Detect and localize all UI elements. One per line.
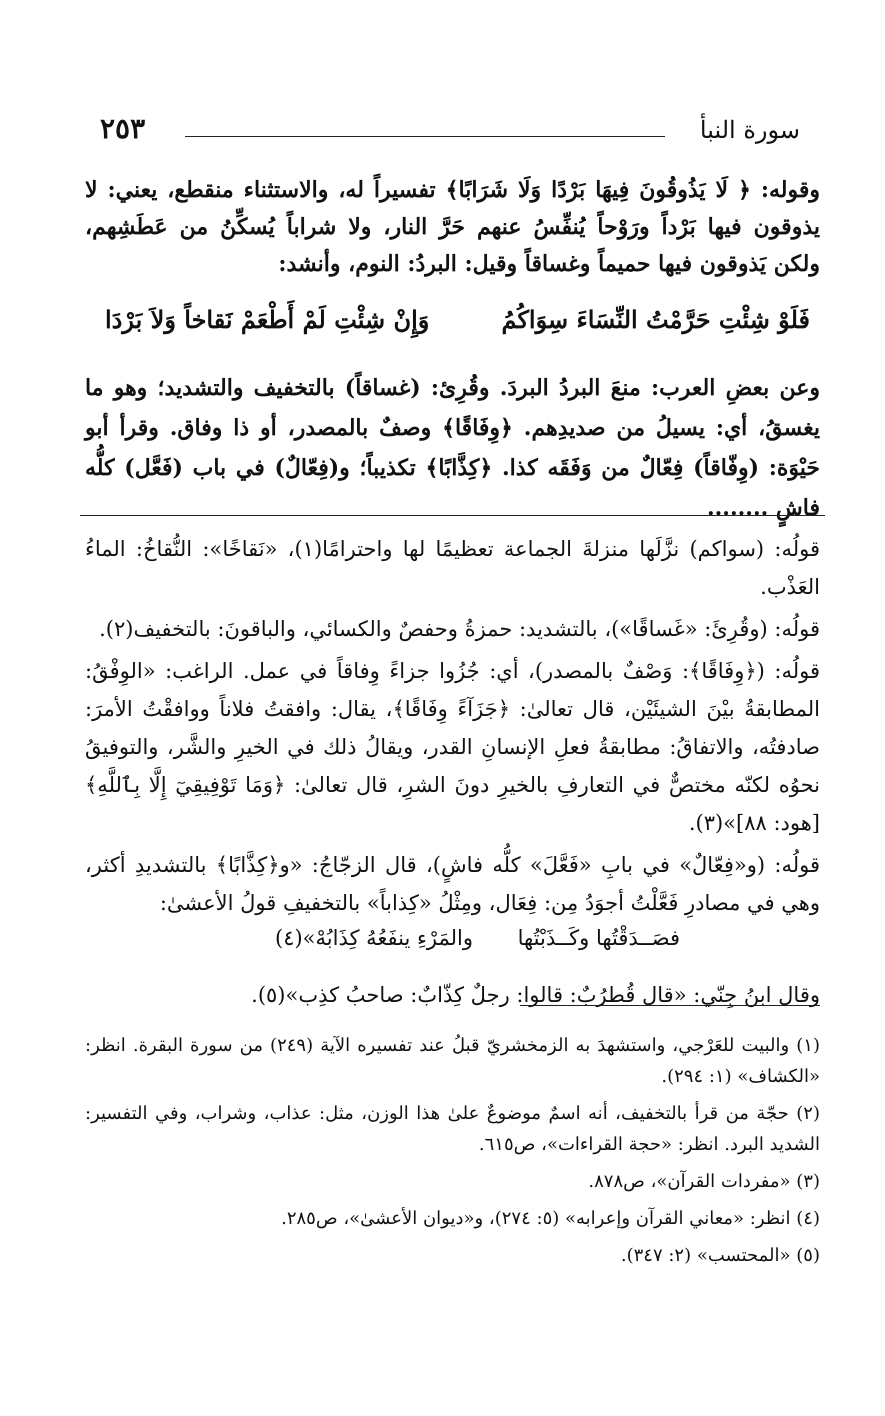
footnotes <box>85 1030 820 1277</box>
gloss-verse-first: فصَــدَقْتُها وكَــذَبْتُها <box>517 926 680 950</box>
footnote: (٥) «المحتسب» (٢: ٣٤٧). <box>620 1245 820 1266</box>
footnote: (٣) «مفردات القرآن»، ص٨٧٨. <box>588 1171 820 1192</box>
footnote: (٢) حجّة من قرأ بالتخفيف، أنه اسمٌ موضوعٌ علىٰ هذا الوزن، مثل: عذاب، وشراب، وفي التفسير: الشديد البرد. انظر: «حجة القراءات»، ص٦١٥. <box>85 1103 820 1155</box>
verse-second-hemistich: وَإِنْ شِئْتِ لَمْ أَطْعَمْ نَقاخاً وَلاَ بَرْدَا <box>105 305 430 334</box>
footnote-rule <box>520 1005 820 1006</box>
gloss-paragraph: قولُه: (وقُرِئَ: «غَساقًا»)، بالتشديد: حمزةُ وحفصٌ والكسائي، والباقونَ: بالتخفيف(٢). <box>99 617 820 641</box>
main-commentary-continued <box>85 368 820 528</box>
main-commentary <box>85 172 820 283</box>
main-paragraph: وقوله: ﴿ لَا يَذُوقُونَ فِيهَا بَرْدًا وَلَا شَرَابًا﴾ تفسيراً له، والاستثناء منقطع، يعني: لا يذوقون فيها بَرْداً ورَوْحاً يُنفِّسُ عنهم حَرَّ النار، ولا شراباً يُسكِّنُ من عَطَشِهم، ولكن يَذوقون فيها حميماً وغساقاً وقيل: البردُ: النوم، وأنشد: <box>85 177 820 277</box>
surah-name: سورة النبأ <box>699 116 800 144</box>
main-paragraph: وعن بعضِ العرب: منعَ البردُ البردَ. وقُرِئ: (غساقاً) بالتخفيف والتشديد؛ وهو ما يغسقُ، أي: يسيلُ من صديدِهم. ﴿وِفَاقًا﴾ وصفٌ بالمصدر، أو ذا وفاق. وقرأ أبو حَيْوَة: (وِفّاقاً) فِعّالٌ من وَفَقَه كذا. ﴿كِذَّابًا﴾ تكذيباً؛ و(فِعّالٌ) في باب (فَعَّل) كلُّه فاشٍ ........ <box>85 375 820 521</box>
running-header <box>100 112 800 152</box>
verse-first-hemistich: فَلَوْ شِئْتِ حَرَّمْتُ النِّسَاءَ سِوَاكُمُ <box>501 305 810 334</box>
gloss-verse-second: والمَرْءِ ينفَعُهُ كِذَابُهْ»(٤) <box>275 926 474 950</box>
gloss-paragraph: قولُه: (﴿وِفَاقًا﴾: وَصْفٌ بالمصدر)، أي: جُزُوا جزاءً وِفاقاً في عمل. الراغب: «الوِفْقُ: المطابقةُ بيْنَ الشيئَيْن، قال تعالىٰ: ﴿جَزَآءً وِفَاقًا﴾، يقال: وافقتُ فلاناً ووافقْتُ الأمرَ: صادفتُه، والاتفاقُ: مطابقةُ فعلِ الإنسانِ القدر، ويقالُ ذلك في الخيرِ والشَّر، والتوفيقُ نحوُه لكنّه مختصٌّ في التعارفِ بالخيرِ دونَ الشرِ، قال تعالىٰ: ﴿وَمَا تَوْفِيقِيٓ إِلَّا بِٱللَّهِ﴾ [هود: ٨٨]»(٣). <box>85 659 820 835</box>
page-number: ٢٥٣ <box>100 112 146 145</box>
gloss-paragraph: وقال ابنُ جِنّي: «قال قُطرُبٌ: قالوا: رجلٌ كِذّابٌ: صاحبُ كذِب»(٥). <box>251 983 820 1007</box>
poetry-verse <box>105 305 810 355</box>
section-divider <box>80 515 825 516</box>
gloss-section <box>85 530 820 1018</box>
header-rule <box>185 136 665 137</box>
footnote: (١) والبيت للعَرْجي، واستشهدَ به الزمخشريّ قبلُ عند تفسيره الآية (٢٤٩) من سورة البقرة. انظر: «الكشاف» (١: ٢٩٤). <box>85 1035 820 1087</box>
gloss-poetry-verse <box>85 926 820 970</box>
footnote: (٤) انظر: «معاني القرآن وإعرابه» (٥: ٢٧٤)، و«ديوان الأعشىٰ»، ص٢٨٥. <box>281 1208 820 1229</box>
gloss-paragraph: قولُه: (و«فِعّالٌ» في بابِ «فَعَّلَ» كلُّه فاشٍ)، قال الزجّاجُ: «و﴿كِذَّابًا﴾ بالتشديدِ أكثر، وهي في مصادرِ فَعَّلْتُ أجوَدُ مِن: فِعَال، ومِثْلُ «كِذاباً» بالتخفيفِ قولُ الأعشىٰ: <box>85 853 820 915</box>
gloss-paragraph: قولُه: (سواكم) نزَّلَها منزلةَ الجماعة تعظيمًا لها واحترامًا(١)، «نَقاخًا»: النُّقاخُ: الماءُ العَذْب. <box>85 537 820 599</box>
